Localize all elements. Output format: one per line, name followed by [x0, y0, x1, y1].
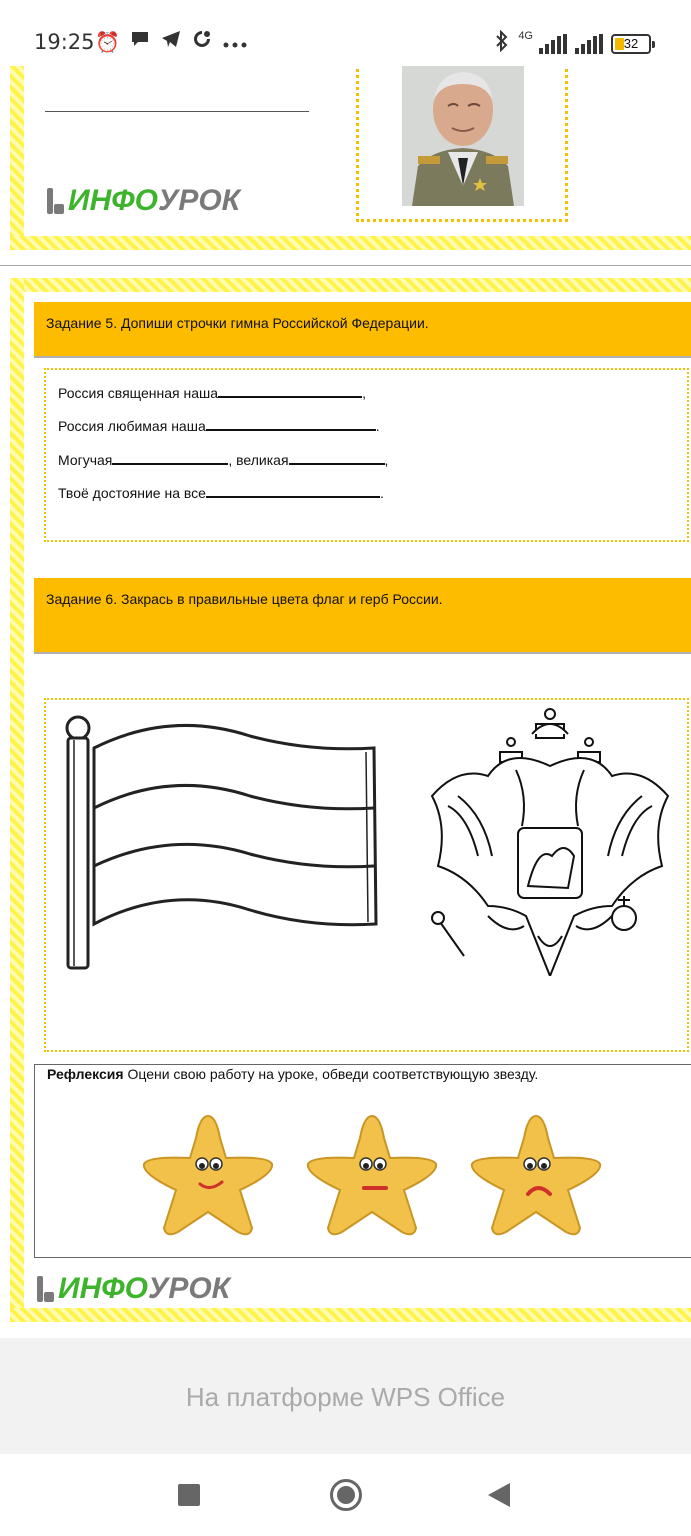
home-button[interactable]	[330, 1479, 362, 1511]
navigation-bar	[0, 1454, 691, 1536]
signal-icon	[539, 34, 567, 54]
wps-platform-text: На платформе WPS Office	[185, 1382, 506, 1412]
write-line	[45, 111, 309, 112]
sync-icon	[191, 28, 213, 57]
wps-platform-banner[interactable]	[0, 1338, 691, 1454]
portrait-image	[402, 66, 524, 206]
document-page[interactable]	[0, 66, 691, 1338]
anthem-line-4	[58, 484, 384, 501]
anthem-blank-3b[interactable]	[289, 451, 385, 465]
alarm-icon: ⏰	[95, 31, 120, 54]
network-label: 4G	[518, 29, 533, 42]
page2-border-left	[10, 278, 24, 1318]
page2-border-top	[10, 278, 691, 292]
coat-of-arms-image	[428, 706, 672, 976]
telegram-icon	[160, 29, 182, 56]
battery-icon	[611, 34, 651, 54]
anthem-blank-1[interactable]	[218, 384, 362, 398]
bluetooth-icon	[494, 30, 510, 57]
anthem-line-1	[58, 384, 366, 401]
anthem-line-3-middle: , великая	[228, 452, 289, 468]
logo-mark-icon	[45, 186, 65, 216]
anthem-line-3	[58, 451, 388, 468]
infourok-logo-bottom	[35, 1272, 230, 1306]
page-border-left	[10, 66, 24, 248]
task6-header	[34, 578, 691, 654]
anthem-blank-2[interactable]	[206, 417, 376, 431]
anthem-line-3-text: Могучая	[58, 452, 113, 468]
anthem-blank-3a[interactable]	[112, 451, 228, 465]
star-sad[interactable]	[468, 1112, 604, 1242]
battery-level: 32	[623, 35, 639, 51]
anthem-line-1-end: ,	[362, 385, 366, 401]
anthem-line-2-end: .	[375, 418, 380, 434]
logo-text-part2: УРОК	[158, 184, 241, 217]
page-border-bottom	[10, 236, 691, 250]
logo-text-part1-bottom: ИНФО	[58, 1272, 148, 1305]
more-icon	[222, 30, 248, 56]
star-neutral[interactable]	[304, 1112, 440, 1242]
logo-mark-icon-bottom	[35, 1274, 55, 1304]
chat-icon	[129, 29, 151, 56]
task5-header	[34, 302, 691, 358]
anthem-blank-4[interactable]	[206, 484, 380, 498]
recents-button[interactable]	[178, 1484, 200, 1506]
anthem-line-3-end: ,	[384, 452, 389, 468]
anthem-line-1-text: Россия священная наша	[58, 385, 219, 401]
task6-title: Задание 6. Закрась в правильные цвета флаг и герб России.	[46, 591, 443, 607]
reflection-label: Рефлексия	[47, 1066, 124, 1082]
reflection-instruction: Оцени свою работу на уроке, обведи соответствующую звезду.	[123, 1066, 539, 1082]
signal-icon-2	[575, 34, 603, 54]
anthem-line-4-text: Твоё достояние на все	[58, 485, 206, 501]
page-separator	[0, 265, 691, 266]
anthem-line-4-end: .	[379, 485, 384, 501]
infourok-logo-top	[45, 184, 240, 218]
star-happy[interactable]	[140, 1112, 276, 1242]
flag-outline-image	[60, 714, 382, 972]
back-button[interactable]	[488, 1483, 510, 1507]
status-bar	[0, 0, 691, 66]
task5-title: Задание 5. Допиши строчки гимна Российской Федерации.	[46, 315, 429, 331]
reflection-text	[47, 1066, 538, 1082]
anthem-line-2-text: Россия любимая наша	[58, 418, 206, 434]
anthem-line-2	[58, 417, 380, 434]
status-time: 19:25	[34, 30, 95, 54]
logo-text-part1: ИНФО	[68, 184, 158, 217]
page2-border-bottom	[10, 1308, 691, 1322]
logo-text-part2-bottom: УРОК	[148, 1272, 231, 1305]
